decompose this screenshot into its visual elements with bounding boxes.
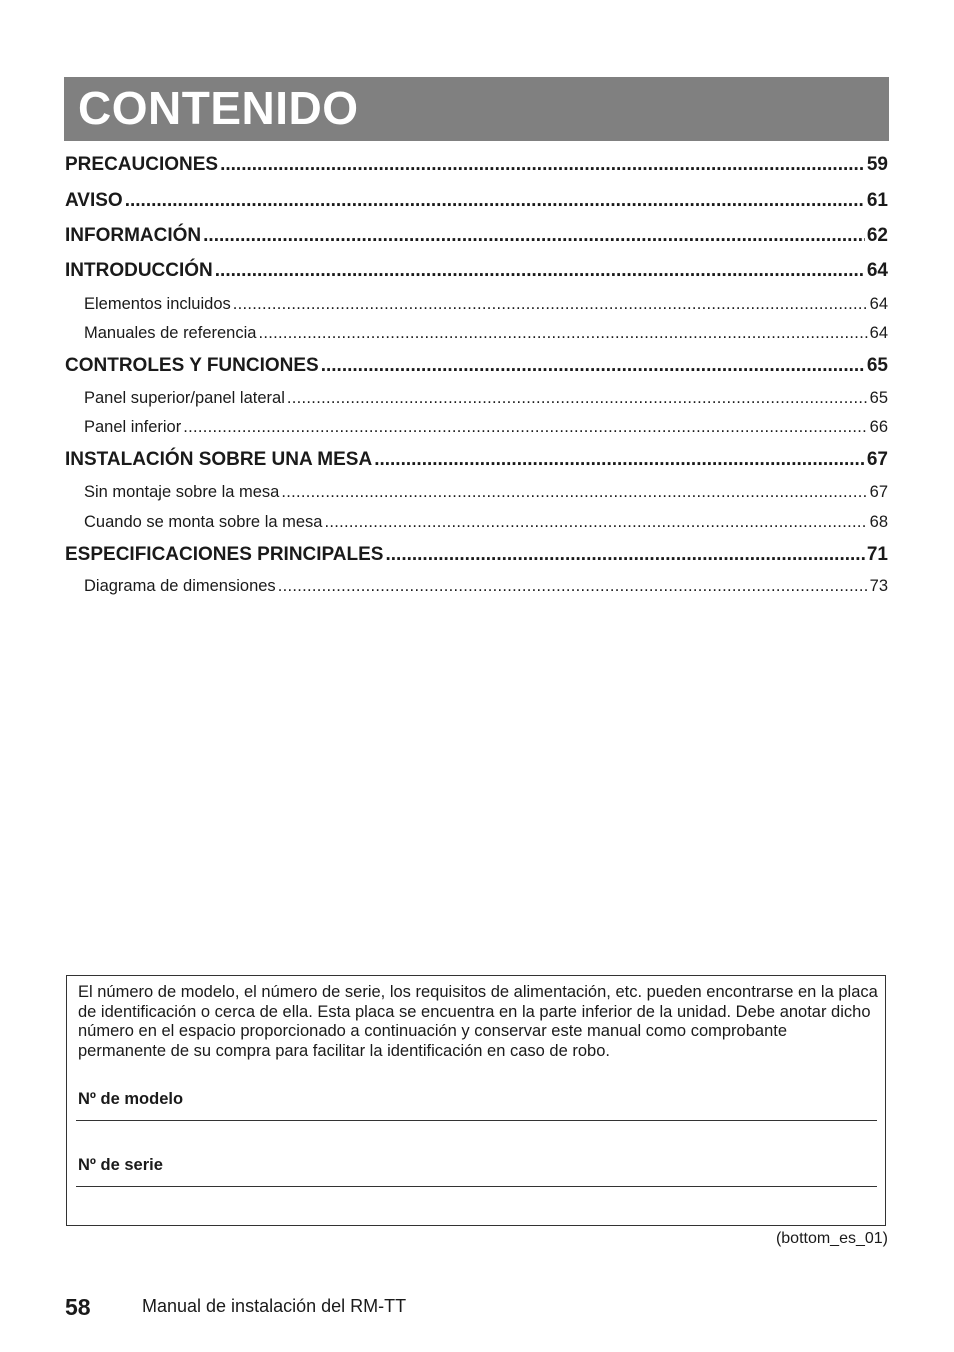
toc-entry-elementos-incluidos[interactable] — [65, 295, 888, 314]
identification-note: El número de modelo, el número de serie, los requisitos de alimentación, etc. pueden encontrarse en la placa de identificación o cerca de ella. Esta placa se encuentra en la parte inferior de la unidad. Debe anotar dicho número en el espacio proporcionado a continuación y conservar este manual como comprobante permanente de su compra para facilitar la identificación en caso de robo. — [78, 983, 878, 1060]
toc-leader — [385, 544, 864, 566]
identification-info-box — [66, 975, 886, 1226]
toc-leader — [374, 449, 865, 471]
toc-leader — [324, 513, 867, 532]
toc-page: 61 — [866, 190, 888, 211]
toc-leader — [220, 154, 865, 176]
toc-page: 59 — [866, 154, 888, 175]
toc-entry-controles-y-funciones[interactable] — [65, 355, 888, 377]
toc-entry-especificaciones-principales[interactable] — [65, 544, 888, 566]
toc-page: 66 — [869, 418, 888, 436]
toc-label: INFORMACIÓN — [65, 225, 202, 246]
page-title: CONTENIDO — [78, 82, 359, 134]
toc-label: ESPECIFICACIONES PRINCIPALES — [65, 544, 384, 565]
toc-entry-aviso[interactable] — [65, 190, 888, 212]
toc-entry-cuando-se-monta[interactable] — [65, 513, 888, 532]
toc-label: Elementos incluidos — [84, 295, 231, 313]
toc-leader — [183, 418, 867, 437]
toc-entry-panel-superior[interactable] — [65, 389, 888, 408]
toc-entry-panel-inferior[interactable] — [65, 418, 888, 437]
toc-label: INSTALACIÓN SOBRE UNA MESA — [65, 449, 373, 470]
toc-entry-diagrama-de-dimensiones[interactable] — [65, 577, 888, 596]
toc-label: Sin montaje sobre la mesa — [84, 483, 280, 501]
toc-page: 71 — [866, 544, 888, 565]
toc-entry-informacion[interactable] — [65, 225, 888, 247]
toc-entry-manuales-de-referencia[interactable] — [65, 324, 888, 343]
toc-leader — [258, 324, 867, 343]
serial-number-label: Nº de serie — [78, 1156, 163, 1174]
toc-label: CONTROLES Y FUNCIONES — [65, 355, 319, 376]
toc-page: 65 — [869, 389, 888, 407]
model-number-label: Nº de modelo — [78, 1090, 184, 1108]
toc-leader — [278, 577, 868, 596]
toc-leader — [287, 389, 868, 408]
toc-page: 67 — [869, 483, 888, 501]
page-number: 58 — [65, 1294, 91, 1320]
toc-entry-introduccion[interactable] — [65, 260, 888, 282]
toc-leader — [203, 225, 865, 247]
toc-label: INTRODUCCIÓN — [65, 260, 213, 281]
toc-label: Diagrama de dimensiones — [84, 577, 276, 595]
toc-leader — [215, 260, 865, 282]
toc-page: 64 — [869, 295, 888, 313]
toc-label: PRECAUCIONES — [65, 154, 219, 175]
title-banner — [64, 77, 889, 141]
toc-page: 67 — [866, 449, 888, 470]
toc-leader — [281, 483, 867, 502]
toc-entry-instalacion-sobre-una-mesa[interactable] — [65, 449, 888, 471]
document-code: (bottom_es_01) — [775, 1230, 888, 1247]
toc-page: 68 — [869, 513, 888, 531]
toc-label: Panel superior/panel lateral — [84, 389, 285, 407]
toc-entry-precauciones[interactable] — [65, 154, 888, 176]
toc-leader — [125, 190, 865, 212]
model-number-write-line — [76, 1120, 877, 1121]
toc-page: 65 — [866, 355, 888, 376]
toc-page: 62 — [866, 225, 888, 246]
toc-page: 73 — [869, 577, 888, 595]
toc-entry-sin-montaje[interactable] — [65, 483, 888, 502]
toc-label: Panel inferior — [84, 418, 182, 436]
serial-number-write-line — [76, 1186, 877, 1187]
toc-label: AVISO — [65, 190, 123, 211]
toc-label: Cuando se monta sobre la mesa — [84, 513, 323, 531]
toc-leader — [321, 355, 865, 377]
manual-title: Manual de instalación del RM-TT — [142, 1296, 407, 1316]
toc-page: 64 — [869, 324, 888, 342]
toc-page: 64 — [866, 260, 888, 281]
toc-leader — [233, 295, 868, 314]
toc-label: Manuales de referencia — [84, 324, 257, 342]
